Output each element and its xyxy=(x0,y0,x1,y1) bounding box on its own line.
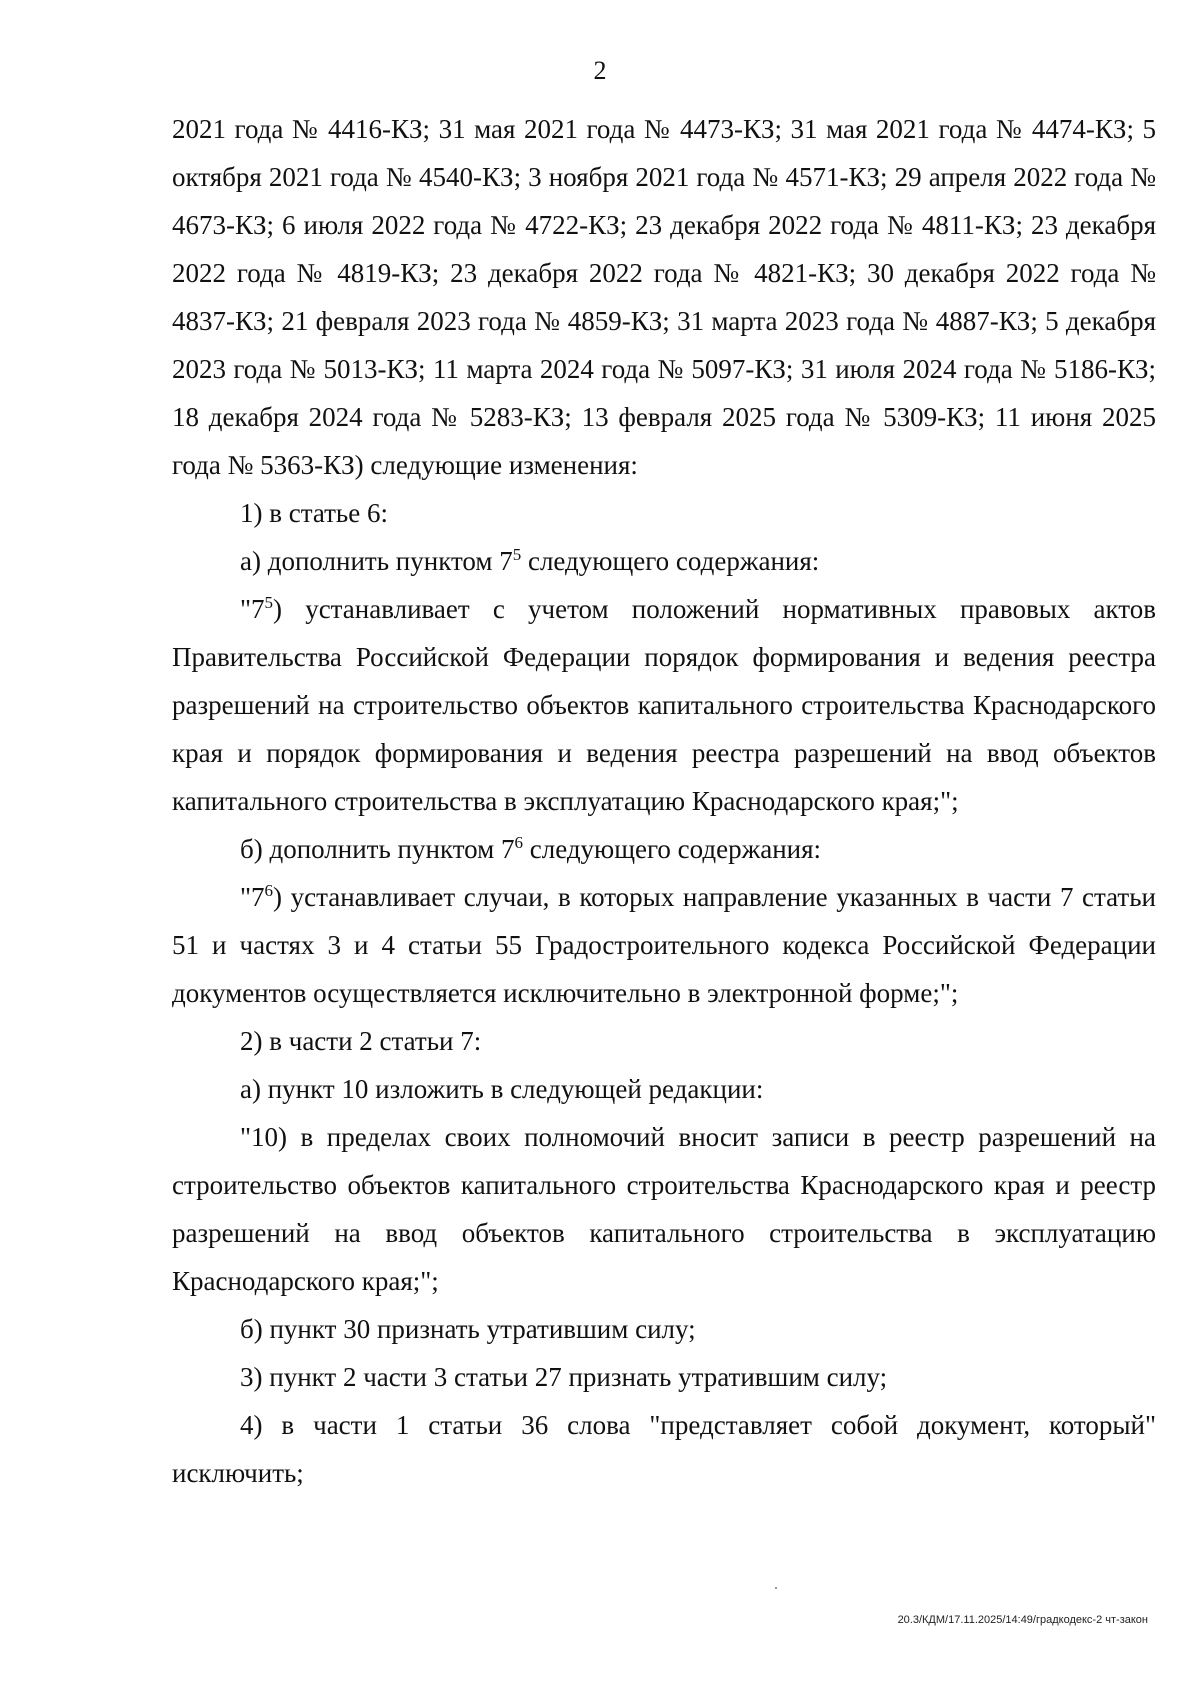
document-body xyxy=(172,105,1156,1497)
paragraph-text: ) устанавливает с учетом положений нормативных правовых актов Правительства Российской Федерации порядок формирования и ведения реестра разрешений на строительство объектов капитального строительства Краснодарского края и порядок формирования и ведения реестра разрешений на ввод объектов капитального строительства в эксплуатацию Краснодарского края;"; xyxy=(172,594,1156,816)
paragraph-amendment-list xyxy=(172,105,1156,489)
paragraph-item-2a-text xyxy=(172,1113,1156,1305)
paragraph-text: 2021 года № 4416-КЗ; 31 мая 2021 года № 4473-КЗ; 31 мая 2021 года № 4474-КЗ; 5 октября 2021 года № 4540-КЗ; 3 ноября 2021 года № 4571-КЗ; 29 апреля 2022 года № 4673-КЗ; 6 июля 2022 года № 4722-КЗ; 23 декабря 2022 года № 4811-КЗ; 23 декабря 2022 года № 4819-КЗ; 23 декабря 2022 года № 4821-КЗ; 30 декабря 2022 года № 4837-КЗ; 21 февраля 2023 года № 4859-КЗ; 31 марта 2023 года № 4887-КЗ; 5 декабря 2023 года № 5013-КЗ; 11 марта 2024 года № 5097-КЗ; 31 июля 2024 года № 5186-КЗ; 18 декабря 2024 года № 5283-КЗ; 13 февраля 2025 года № 5309-КЗ; 11 июня 2025 года № 5363-КЗ) следующие изменения: xyxy=(172,114,1156,480)
paragraph-text: "7 xyxy=(240,882,265,912)
scan-speck xyxy=(775,1587,777,1589)
paragraph-text: б) дополнить пунктом 7 xyxy=(240,834,515,864)
paragraph-item-2a xyxy=(172,1065,1156,1113)
superscript-number: 6 xyxy=(264,881,274,900)
paragraph-text: а) дополнить пунктом 7 xyxy=(240,546,513,576)
paragraph-text: "10) в пределах своих полномочий вносит записи в реестр разрешений на строительство объектов капитального строительства Краснодарского края и реестр разрешений на ввод объектов капитального строительства в эксплуатацию Краснодарского края;"; xyxy=(172,1122,1156,1296)
paragraph-item-1b xyxy=(172,825,1156,873)
paragraph-item-4 xyxy=(172,1401,1156,1497)
superscript-number: 6 xyxy=(514,833,523,852)
paragraph-item-1a-text xyxy=(172,585,1156,825)
page-number: 2 xyxy=(593,56,607,85)
paragraph-text: а) пункт 10 изложить в следующей редакции: xyxy=(240,1074,764,1104)
superscript-number: 5 xyxy=(512,545,522,564)
paragraph-text: 3) пункт 2 части 3 статьи 27 признать утратившим силу; xyxy=(240,1362,888,1392)
paragraph-item-1 xyxy=(172,489,1156,537)
paragraph-item-1b-text xyxy=(172,873,1156,1017)
paragraph-text: следующего содержания: xyxy=(521,546,820,576)
paragraph-item-2 xyxy=(172,1017,1156,1065)
paragraph-item-2b xyxy=(172,1305,1156,1353)
paragraph-text: 1) в статье 6: xyxy=(240,498,388,528)
paragraph-text: 4) в части 1 статьи 36 слова "представляет собой документ, который" исключить; xyxy=(172,1410,1156,1488)
paragraph-text: 2) в части 2 статьи 7: xyxy=(240,1026,482,1056)
document-footer-code: 20.3/КДМ/17.11.2025/14:49/градкодекс-2 чт-закон xyxy=(897,1614,1148,1626)
paragraph-item-3 xyxy=(172,1353,1156,1401)
paragraph-item-1a xyxy=(172,537,1156,585)
paragraph-text: б) пункт 30 признать утратившим силу; xyxy=(240,1314,696,1344)
paragraph-text: "7 xyxy=(240,594,265,624)
superscript-number: 5 xyxy=(264,593,274,612)
paragraph-text: следующего содержания: xyxy=(522,834,822,864)
paragraph-text: ) устанавливает случаи, в которых направление указанных в части 7 статьи 51 и частях 3 и 4 статьи 55 Градостроительного кодекса Российской Федерации документов осуществляется исключительно в электронной форме;"; xyxy=(172,882,1156,1008)
